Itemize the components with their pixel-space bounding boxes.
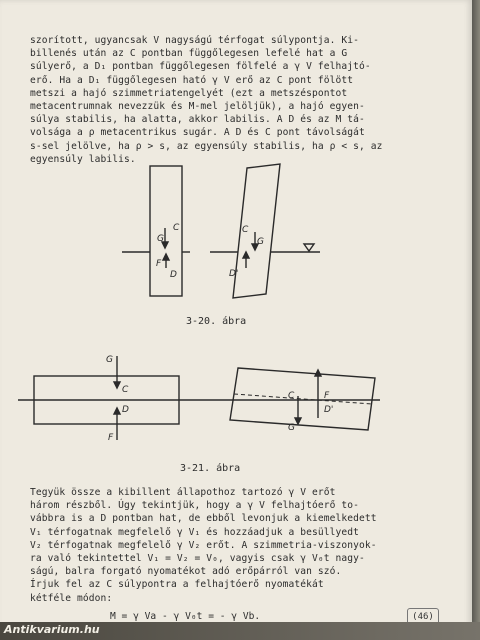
paragraph-1	[30, 34, 450, 166]
label-g-tilted: G	[257, 237, 264, 247]
figure-3-21	[0, 350, 472, 460]
text-line: V₂ térfogatnak megfelelő γ V₂ erőt. A szimmetria-viszonyok-	[30, 539, 377, 551]
text-line: szorított, ugyancsak V nagyságú térfogat súlypontja. Ki-	[30, 35, 360, 46]
tilted-hull	[233, 164, 280, 298]
text-line: metszi a hajó szimmetriatengelyét (ezt a metszéspontot	[30, 87, 348, 99]
label-g: G	[157, 234, 164, 244]
label-f: F	[156, 259, 162, 269]
label-c: C	[122, 385, 129, 395]
text-line: három részből. Úgy tekintjük, hogy a γ V felhajtóerő to-	[30, 500, 360, 512]
paragraph-2	[30, 486, 450, 605]
tilted-hull	[230, 368, 375, 430]
figure-3-20	[0, 160, 472, 310]
label-d1: D'	[324, 405, 334, 415]
page-number: (46)	[407, 608, 439, 626]
label-c-tilted: C	[242, 225, 249, 235]
label-d: D	[170, 270, 177, 280]
text-line: vábbra is a D pontban hat, de ebből levonjuk a kiemelkedett	[30, 513, 377, 525]
text-line: kétféle módon:	[30, 592, 113, 604]
text-line: metacentrumnak nevezzük és M-mel jelöljük), a hajó egyen-	[30, 100, 365, 112]
equation: M = γ Va - γ V₀t = - γ Vb.	[110, 611, 261, 622]
label-f: F	[108, 433, 114, 443]
text-line: V₁ térfogatnak megfelelő γ V₁ és hozzáadjuk a besüllyedt	[30, 526, 360, 538]
water-level-icon	[304, 244, 314, 251]
text-line: ra való tekintettel V₁ = V₂ = V₀, vagyis csak γ V₀t nagy-	[30, 552, 365, 564]
text-line: súlyerő, a D₁ pontban függőlegesen fölfelé a γ V felhajtó-	[30, 61, 371, 73]
label-g-tilted: G	[288, 423, 295, 433]
text-line: súlya stabilis, ha alatta, akkor labilis. A D és az M tá-	[30, 114, 365, 126]
label-c-tilted: C	[288, 391, 295, 401]
text-line: Tegyük össze a kibillent állapothoz tartozó γ V erőt	[30, 487, 336, 498]
text-line: billenés után az C pontban függőlegesen lefelé hat a G	[30, 48, 348, 60]
page-edge	[472, 0, 480, 640]
text-line: volsága a ρ metacentrikus sugár. A D és C pont távolságát	[30, 127, 365, 139]
figure-1-caption: 3-20. ábra	[186, 316, 247, 327]
figure-2-caption: 3-21. ábra	[180, 463, 241, 474]
text-line: erő. Ha a D₁ függőlegesen ható γ V erő az C pont fölött	[30, 74, 354, 86]
text-line: s-sel jelölve, ha ρ > s, az egyensúly stabilis, ha ρ < s, az	[30, 140, 383, 152]
watermark-logo: Antikvarium.hu	[4, 623, 100, 636]
label-d: D	[122, 405, 129, 415]
text-line: egyensúly labilis.	[30, 153, 136, 165]
text-line: Írjuk fel az C súlypontra a felhajtóerő nyomatékát	[30, 579, 324, 591]
label-f-tilted: F	[324, 391, 330, 401]
watermark-bar	[0, 622, 480, 640]
text-line: ságú, balra forgató nyomatékot adó erőpárról van szó.	[30, 566, 342, 578]
label-g: G	[106, 355, 113, 365]
label-c: C	[173, 223, 180, 233]
label-d1: D'	[229, 269, 239, 279]
